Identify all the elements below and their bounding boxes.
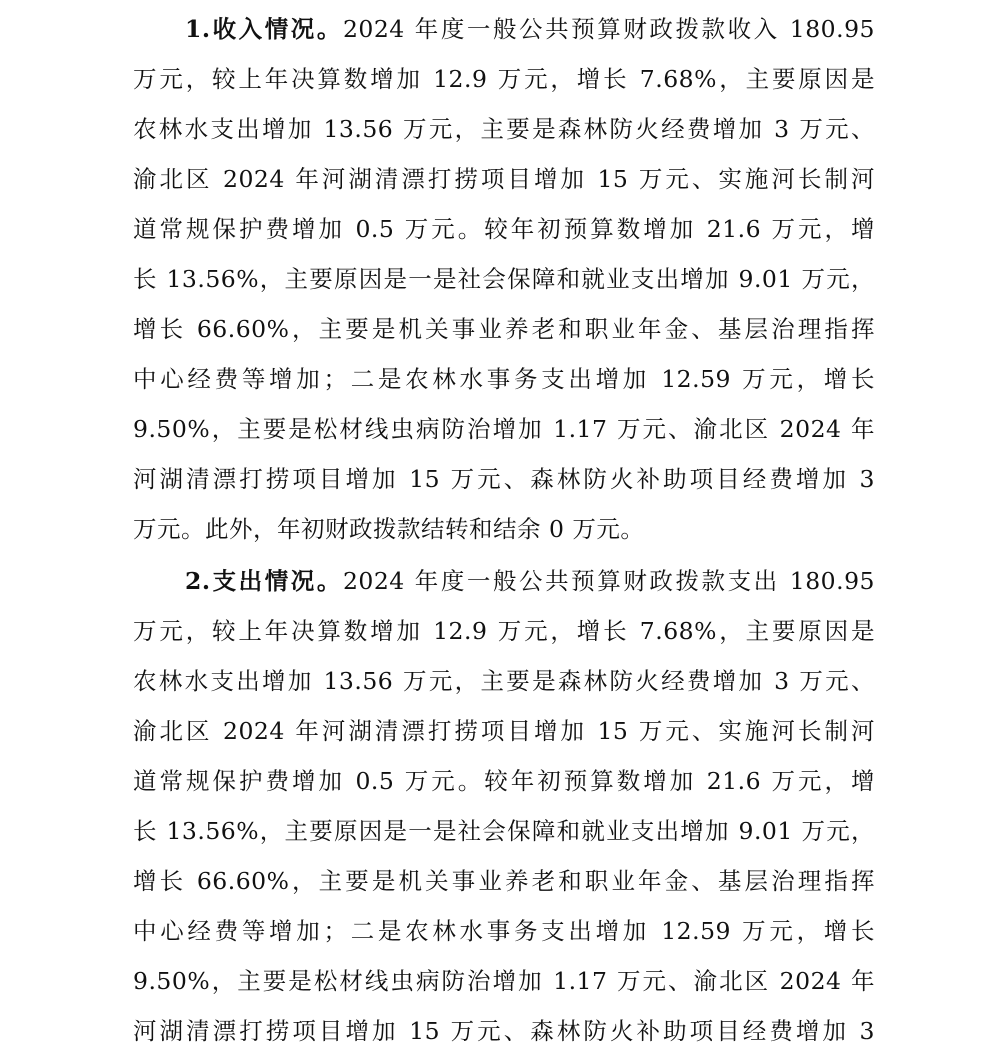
section-2-line-3: 农林水支出增加 13.56 万元，主要是森林防火经费增加 3 万元、 [133, 667, 875, 695]
section-1-line-6: 长 13.56%，主要原因是一是社会保障和就业支出增加 9.01 万元， [133, 265, 875, 293]
section-1-heading: 1.收入情况。 [185, 15, 343, 43]
section-1-line-11: 万元。此外，年初财政拨款结转和结余 0 万元。 [133, 515, 645, 543]
section-2-heading: 2.支出情况。 [185, 567, 343, 595]
section-2-line-9: 9.50%，主要是松材线虫病防治增加 1.17 万元、渝北区 2024 年 [133, 967, 875, 995]
section-2-line-4: 渝北区 2024 年河湖清漂打捞项目增加 15 万元、实施河长制河 [133, 717, 875, 745]
section-1-line-1-text: 2024 年度一般公共预算财政拨款收入 180.95 [342, 15, 875, 43]
section-2-line-1-text: 2024 年度一般公共预算财政拨款支出 180.95 [342, 567, 875, 595]
section-1-line-10: 河湖清漂打捞项目增加 15 万元、森林防火补助项目经费增加 3 [133, 465, 875, 493]
section-1-line-2: 万元，较上年决算数增加 12.9 万元，增长 7.68%，主要原因是 [133, 65, 875, 93]
section-2-line-6: 长 13.56%，主要原因是一是社会保障和就业支出增加 9.01 万元， [133, 817, 875, 845]
section-2-line-8: 中心经费等增加；二是农林水事务支出增加 12.59 万元，增长 [133, 917, 875, 945]
section-2-line-1 [185, 556, 875, 606]
section-2-line-2: 万元，较上年决算数增加 12.9 万元，增长 7.68%，主要原因是 [133, 617, 875, 645]
section-1-line-5: 道常规保护费增加 0.5 万元。较年初预算数增加 21.6 万元，增 [133, 215, 875, 243]
section-1-line-4: 渝北区 2024 年河湖清漂打捞项目增加 15 万元、实施河长制河 [133, 165, 875, 193]
section-1-line-8: 中心经费等增加；二是农林水事务支出增加 12.59 万元，增长 [133, 365, 875, 393]
section-2-line-5: 道常规保护费增加 0.5 万元。较年初预算数增加 21.6 万元，增 [133, 767, 875, 795]
section-1-line-7: 增长 66.60%，主要是机关事业养老和职业年金、基层治理指挥 [133, 315, 875, 343]
section-2-line-10: 河湖清漂打捞项目增加 15 万元、森林防火补助项目经费增加 3 [133, 1017, 875, 1045]
section-1-line-3: 农林水支出增加 13.56 万元，主要是森林防火经费增加 3 万元、 [133, 115, 875, 143]
section-1-line-9: 9.50%，主要是松材线虫病防治增加 1.17 万元、渝北区 2024 年 [133, 415, 875, 443]
section-1-line-1 [185, 4, 875, 54]
section-2-line-7: 增长 66.60%，主要是机关事业养老和职业年金、基层治理指挥 [133, 867, 875, 895]
